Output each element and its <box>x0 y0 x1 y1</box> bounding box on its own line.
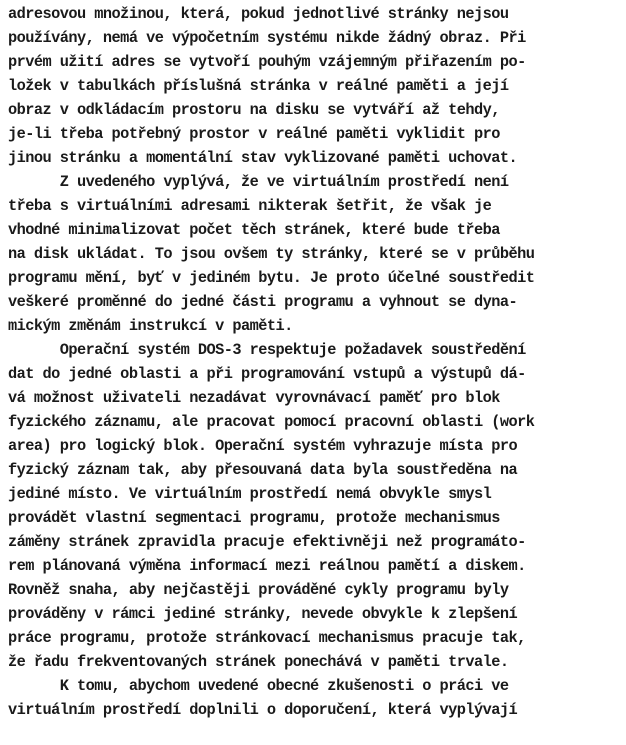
text-line: dat do jedné oblasti a při programování vstupů a výstupů dá- <box>8 365 526 383</box>
text-line: třeba s virtuálními adresami nikterak šetřit, že však je <box>8 197 492 215</box>
text-line: provádět vlastní segmentaci programu, protože mechanismus <box>8 509 500 527</box>
text-line: area) pro logický blok. Operační systém vyhrazuje místa pro <box>8 437 518 455</box>
text-line: Z uvedeného vyplývá, že ve virtuálním prostředí není <box>8 173 509 191</box>
text-line: že řadu frekventovaných stránek ponechává v paměti trvale. <box>8 653 509 671</box>
text-line: je-li třeba potřebný prostor v reálné paměti vyklidit pro <box>8 125 500 143</box>
text-line: vhodné minimalizovat počet těch stránek, které bude třeba <box>8 221 500 239</box>
text-line: programu mění, byť v jediném bytu. Je proto účelné soustředit <box>8 269 535 287</box>
text-line: ložek v tabulkách příslušná stránka v reálné paměti a její <box>8 77 509 95</box>
text-line: Operační systém DOS-3 respektuje požadavek soustředění <box>8 341 526 359</box>
text-line: fyzického záznamu, ale pracovat pomocí pracovní oblasti (work <box>8 413 535 431</box>
text-line: jediné místo. Ve virtuálním prostředí nemá obvykle smysl <box>8 485 492 503</box>
text-line: mickým změnám instrukcí v paměti. <box>8 317 293 335</box>
text-line: Rovněž snaha, aby nejčastěji prováděné cykly programu byly <box>8 581 509 599</box>
text-line: práce programu, protože stránkovací mechanismus pracuje tak, <box>8 629 526 647</box>
text-line: virtuálním prostředí doplnili o doporučení, která vyplývají <box>8 701 518 719</box>
text-line: rem plánovaná výměna informací mezi reálnou pamětí a diskem. <box>8 557 526 575</box>
text-line: K tomu, abychom uvedené obecné zkušenosti o práci ve <box>8 677 509 695</box>
text-line: používány, nemá ve výpočetním systému nikde žádný obraz. Při <box>8 29 526 47</box>
text-line: fyzický záznam tak, aby přesouvaná data byla soustředěna na <box>8 461 518 479</box>
text-line: veškeré proměnné do jedné části programu a vyhnout se dyna- <box>8 293 518 311</box>
text-line: prováděny v rámci jediné stránky, nevede obvykle k zlepšení <box>8 605 518 623</box>
text-line: obraz v odkládacím prostoru na disku se vytváří až tehdy, <box>8 101 500 119</box>
text-line: záměny stránek zpravidla pracuje efektivněji než programáto- <box>8 533 526 551</box>
text-line: na disk ukládat. To jsou ovšem ty stránky, které se v průběhu <box>8 245 535 263</box>
text-line: adresovou množinou, která, pokud jednotlivé stránky nejsou <box>8 5 509 23</box>
text-line: prvém užití adres se vytvoří pouhým vzájemným přiřazením po- <box>8 53 526 71</box>
text-line: vá možnost uživateli nezadávat vyrovnávací paměť pro blok <box>8 389 500 407</box>
text-line: jinou stránku a momentální stav vyklizované paměti uchovat. <box>8 149 518 167</box>
